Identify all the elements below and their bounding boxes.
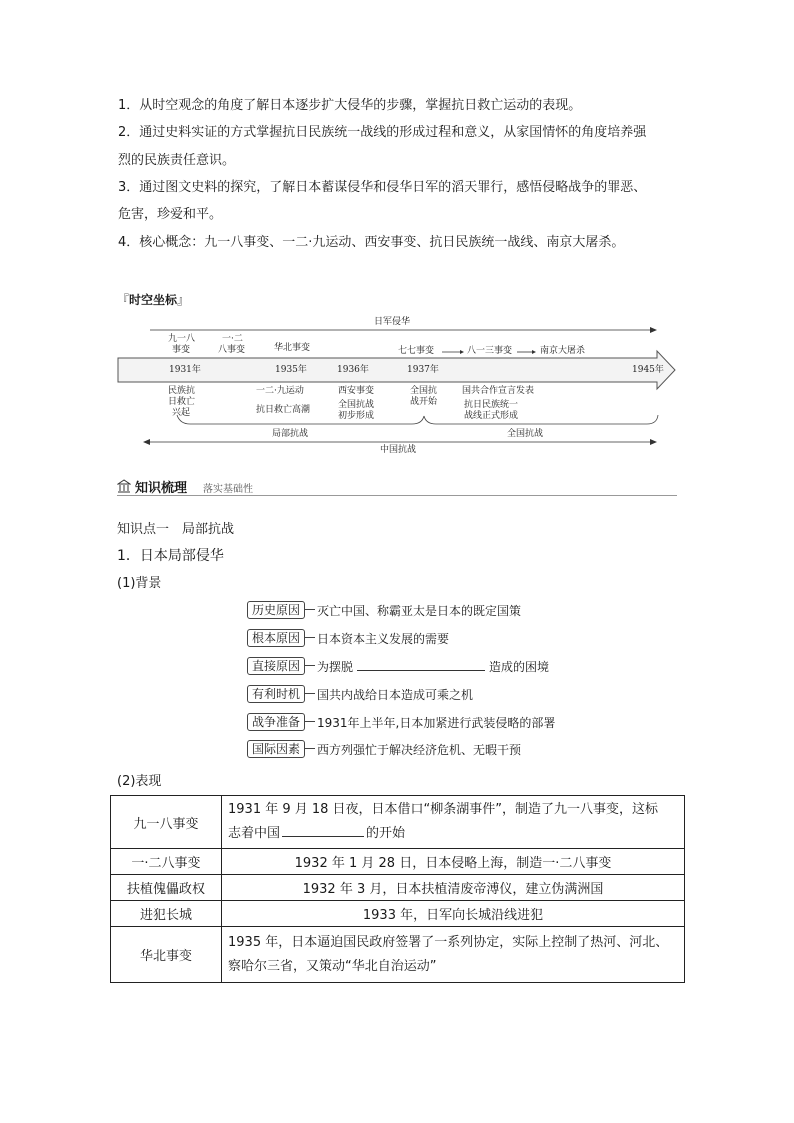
- row-value: 1933 年，日军向长城沿线进犯: [222, 901, 685, 927]
- row-key: 扶植傀儡政权: [111, 875, 222, 901]
- knowledge-header: [117, 477, 677, 496]
- timeline-section-title: 『时空坐标』: [117, 293, 190, 307]
- below-xian-3: 初步形成: [338, 411, 375, 421]
- cause-text: 1931年上半年,日本加紧进行武装侵略的部署: [317, 716, 556, 730]
- span-japanese-invasion: 日军侵华: [374, 317, 411, 327]
- below-xian-2: 全国抗战: [338, 400, 375, 410]
- objective-1: 1．从时空观念的角度了解日本逐步扩大侵华的步骤，掌握抗日救亡运动的表现。: [118, 98, 582, 113]
- cause-text: [317, 658, 549, 675]
- table-row: [111, 927, 685, 983]
- row-value: [222, 796, 685, 849]
- objective-3: 3．通过图文史料的探究，了解日本蓄谋侵华和侵华日军的滔天罪行，感悟侵略战争的罪恶、: [118, 180, 647, 195]
- span-local-war: 局部抗战: [272, 429, 309, 439]
- event-nanjing: 南京大屠杀: [540, 346, 586, 356]
- fill-blank[interactable]: [357, 659, 485, 671]
- cause-key: 战争准备: [247, 713, 305, 731]
- event-128-line2: 八事变: [218, 345, 246, 355]
- event-918-line1: 九一八: [168, 334, 196, 344]
- sub-heading-1: 1．日本局部侵华: [117, 548, 224, 564]
- row-key: 进犯长城: [111, 901, 222, 927]
- knowledge-subtitle: 落实基础性: [203, 484, 253, 495]
- below-gongtong: 国共合作宣言发表: [462, 386, 535, 396]
- row-line: 察哈尔三省，又策动“华北自治运动”: [228, 958, 437, 974]
- event-128-line1: 一·二: [222, 334, 243, 344]
- cause-text: 西方列强忙于解决经济危机、无暇干预: [317, 743, 522, 757]
- building-icon: [117, 479, 131, 493]
- below-minzu-2: 日救亡: [168, 397, 196, 407]
- row-line: 志着中国 的开始: [228, 826, 406, 841]
- cause-key: 直接原因: [247, 657, 305, 675]
- timeline-diagram: [112, 312, 682, 462]
- row-key: 九一八事变: [111, 796, 222, 849]
- span-national-war: 全国抗战: [507, 429, 544, 439]
- table-row: [111, 796, 685, 849]
- cause-text-before: 为摆脱: [317, 660, 354, 674]
- row-key: 华北事变: [111, 927, 222, 983]
- cause-key: 历史原因: [247, 601, 305, 619]
- objective-2-cont: 烈的民族责任意识。: [118, 153, 236, 168]
- event-77: 七七事变: [398, 346, 435, 356]
- below-tongyi-2: 战线正式形成: [464, 411, 519, 421]
- cause-key: 有利时机: [247, 685, 305, 703]
- year-1935: 1935年: [275, 365, 307, 375]
- cause-text: 日本资本主义发展的需要: [317, 632, 450, 646]
- row-key: 一·二八事变: [111, 849, 222, 875]
- objective-3-cont: 危害，珍爱和平。: [118, 207, 223, 222]
- span-china-war: 中国抗战: [380, 445, 417, 455]
- objective-2: 2．通过史料实证的方式掌握抗日民族统一战线的形成过程和意义，从家国情怀的角度培养强: [118, 125, 647, 140]
- events-table: [110, 795, 685, 983]
- manifest-label: (2)表现: [117, 774, 162, 789]
- cause-key: 根本原因: [247, 629, 305, 647]
- row-line: 1931 年 9 月 18 日夜，日本借口“柳条湖事件”，制造了九一八事变，这标: [228, 802, 659, 817]
- row-value: 1932 年 1 月 28 日，日本侵略上海，制造一·二八事变: [222, 849, 685, 875]
- cause-key: 国际因素: [247, 740, 305, 758]
- event-813: 八一三事变: [467, 346, 513, 356]
- below-xian: 西安事变: [338, 386, 375, 396]
- below-tongyi-1: 抗日民族统一: [464, 400, 519, 410]
- cause-text: 国共内战给日本造成可乘之机: [317, 688, 474, 702]
- row-value: 1932 年 3 月，日本扶植清废帝溥仪，建立伪满洲国: [222, 875, 685, 901]
- below-129: 一二·九运动: [256, 386, 304, 396]
- cause-text-after: 造成的困境: [489, 660, 550, 674]
- below-minzu-1: 民族抗: [168, 386, 196, 396]
- year-1931: 1931年: [169, 365, 201, 375]
- cause-text: 灭亡中国、称霸亚太是日本的既定国策: [317, 604, 522, 618]
- event-huabei: 华北事变: [274, 343, 311, 353]
- year-1936: 1936年: [337, 365, 369, 375]
- year-1937: 1937年: [407, 365, 439, 375]
- background-label: (1)背景: [117, 576, 162, 591]
- below-minzu-3: 兴起: [172, 408, 191, 418]
- row-value: [222, 927, 685, 983]
- row-line: 1935 年，日本逼迫国民政府签署了一系列协定，实际上控制了热河、河北、: [228, 934, 669, 950]
- knowledge-title: 知识梳理: [135, 481, 188, 496]
- below-1937-2: 战开始: [410, 397, 438, 407]
- year-1945: 1945年: [632, 365, 664, 375]
- below-1937-1: 全国抗: [410, 386, 438, 396]
- below-129-high: 抗日救亡高潮: [256, 405, 311, 415]
- fill-blank[interactable]: [282, 825, 364, 837]
- table-row: [111, 901, 685, 927]
- table-row: [111, 875, 685, 901]
- objective-4: 4．核心概念：九一八事变、一二·九运动、西安事变、抗日民族统一战线、南京大屠杀。: [118, 235, 625, 250]
- table-row: [111, 849, 685, 875]
- point-title: 知识点一 局部抗战: [117, 522, 235, 537]
- event-918-line2: 事变: [172, 345, 191, 355]
- timeline-graphics: [112, 312, 682, 462]
